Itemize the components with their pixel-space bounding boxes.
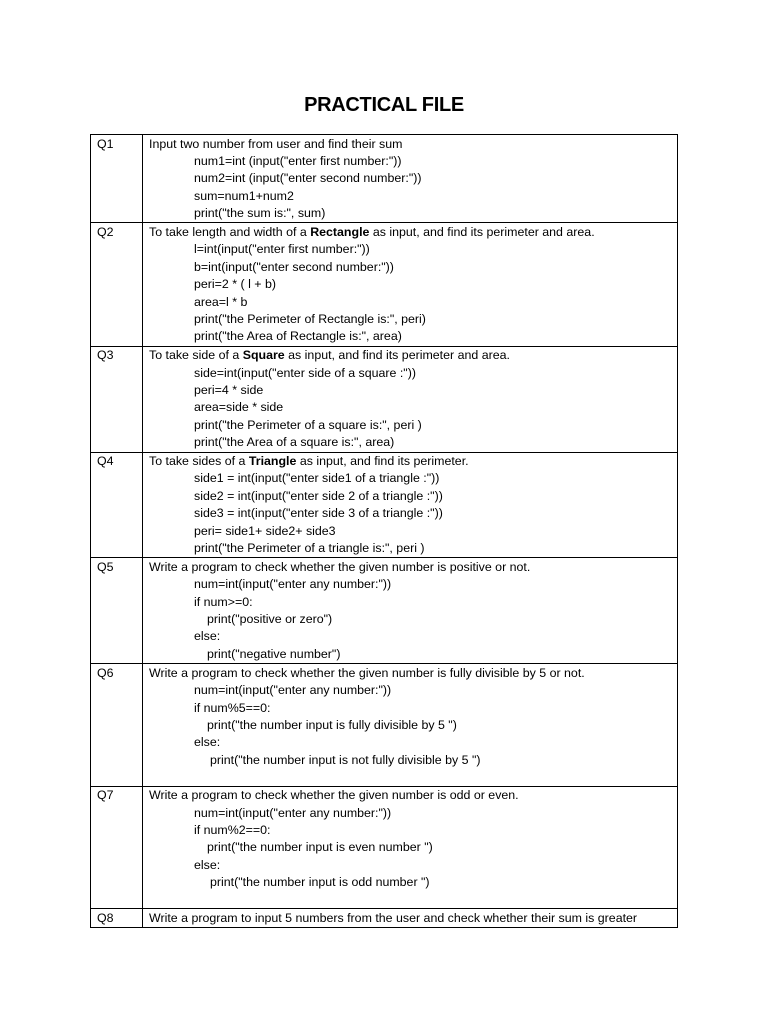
table-row	[91, 558, 678, 664]
question-number: Q8	[91, 909, 143, 928]
code-line: print("the number input is fully divisible by 5 ")	[207, 717, 457, 732]
question-number: Q2	[91, 223, 143, 346]
code-line: num1=int (input("enter first number:"))	[194, 153, 402, 168]
question-body	[143, 786, 678, 909]
code-line: side=int(input("enter side of a square :"))	[194, 365, 416, 380]
code-line: peri= side1+ side2+ side3	[194, 523, 336, 538]
question-description: To take sides of a Triangle as input, and find its perimeter.	[149, 454, 469, 469]
page-title: PRACTICAL FILE	[304, 94, 464, 116]
question-number: Q5	[91, 558, 143, 664]
table-row	[91, 135, 678, 223]
question-description: To take length and width of a Rectangle as input, and find its perimeter and area.	[149, 224, 595, 239]
code-line: area=l * b	[194, 294, 248, 309]
code-line: area=side * side	[194, 400, 284, 415]
question-body	[143, 909, 678, 928]
code-line: else:	[194, 735, 221, 750]
table-row	[91, 223, 678, 346]
question-description: Write a program to check whether the given number is positive or not.	[149, 559, 531, 574]
code-line: sum=num1+num2	[194, 188, 294, 203]
code-line: peri=4 * side	[194, 382, 264, 397]
code-line: print("the Area of a square is:", area)	[194, 435, 395, 450]
question-body	[143, 558, 678, 664]
question-description: To take side of a Square as input, and find its perimeter and area.	[149, 348, 510, 363]
code-line: print("the Area of Rectangle is:", area)	[194, 329, 402, 344]
question-number: Q4	[91, 452, 143, 558]
question-body	[143, 223, 678, 346]
code-line: if num%2==0:	[194, 823, 271, 837]
code-line: num=int(input("enter any number:"))	[194, 805, 392, 820]
code-line: print("the number input is not fully divisible by 5 ")	[210, 752, 481, 767]
code-line: print("the Perimeter of Rectangle is:", peri)	[194, 311, 426, 326]
code-line: print("the Perimeter of a square is:", peri )	[194, 417, 422, 432]
code-line: num2=int (input("enter second number:"))	[194, 171, 422, 186]
code-line: if num%5==0:	[194, 700, 271, 715]
code-line: print("the number input is odd number ")	[210, 875, 430, 890]
code-line: side1 = int(input("enter side1 of a triangle :"))	[194, 471, 440, 486]
question-number: Q3	[91, 346, 143, 452]
code-line: print("the Perimeter of a triangle is:", peri )	[194, 540, 425, 555]
code-line: num=int(input("enter any number:"))	[194, 577, 392, 592]
question-description: Write a program to input 5 numbers from the user and check whether their sum is greater	[149, 910, 638, 925]
code-line: print("negative number")	[207, 646, 341, 661]
table-row	[91, 346, 678, 452]
code-line: else:	[194, 629, 221, 644]
table-row	[91, 909, 678, 928]
code-line: side3 = int(input("enter side 3 of a triangle :"))	[194, 506, 443, 521]
code-line: print("positive or zero")	[207, 612, 333, 627]
table-row	[91, 786, 678, 909]
code-line: peri=2 * ( l + b)	[194, 277, 276, 292]
code-line: num=int(input("enter any number:"))	[194, 683, 392, 698]
code-line: side2 = int(input("enter side 2 of a triangle :"))	[194, 488, 443, 503]
code-line: print("the sum is:", sum)	[194, 206, 326, 221]
question-number: Q1	[91, 135, 143, 223]
questions-table	[90, 134, 678, 928]
question-body	[143, 135, 678, 223]
code-line: print("the number input is even number ")	[207, 840, 433, 855]
question-body	[143, 452, 678, 558]
question-description: Write a program to check whether the given number is odd or even.	[149, 788, 519, 803]
question-description: Input two number from user and find their sum	[149, 136, 403, 151]
code-line: else:	[194, 857, 221, 872]
code-line: b=int(input("enter second number:"))	[194, 259, 394, 274]
question-body	[143, 664, 678, 787]
table-row	[91, 664, 678, 787]
question-number: Q6	[91, 664, 143, 787]
question-body	[143, 346, 678, 452]
code-line: if num>=0:	[194, 594, 253, 609]
question-description: Write a program to check whether the given number is fully divisible by 5 or not.	[149, 665, 585, 680]
question-number: Q7	[91, 786, 143, 909]
code-line: l=int(input("enter first number:"))	[194, 242, 370, 257]
table-row	[91, 452, 678, 558]
